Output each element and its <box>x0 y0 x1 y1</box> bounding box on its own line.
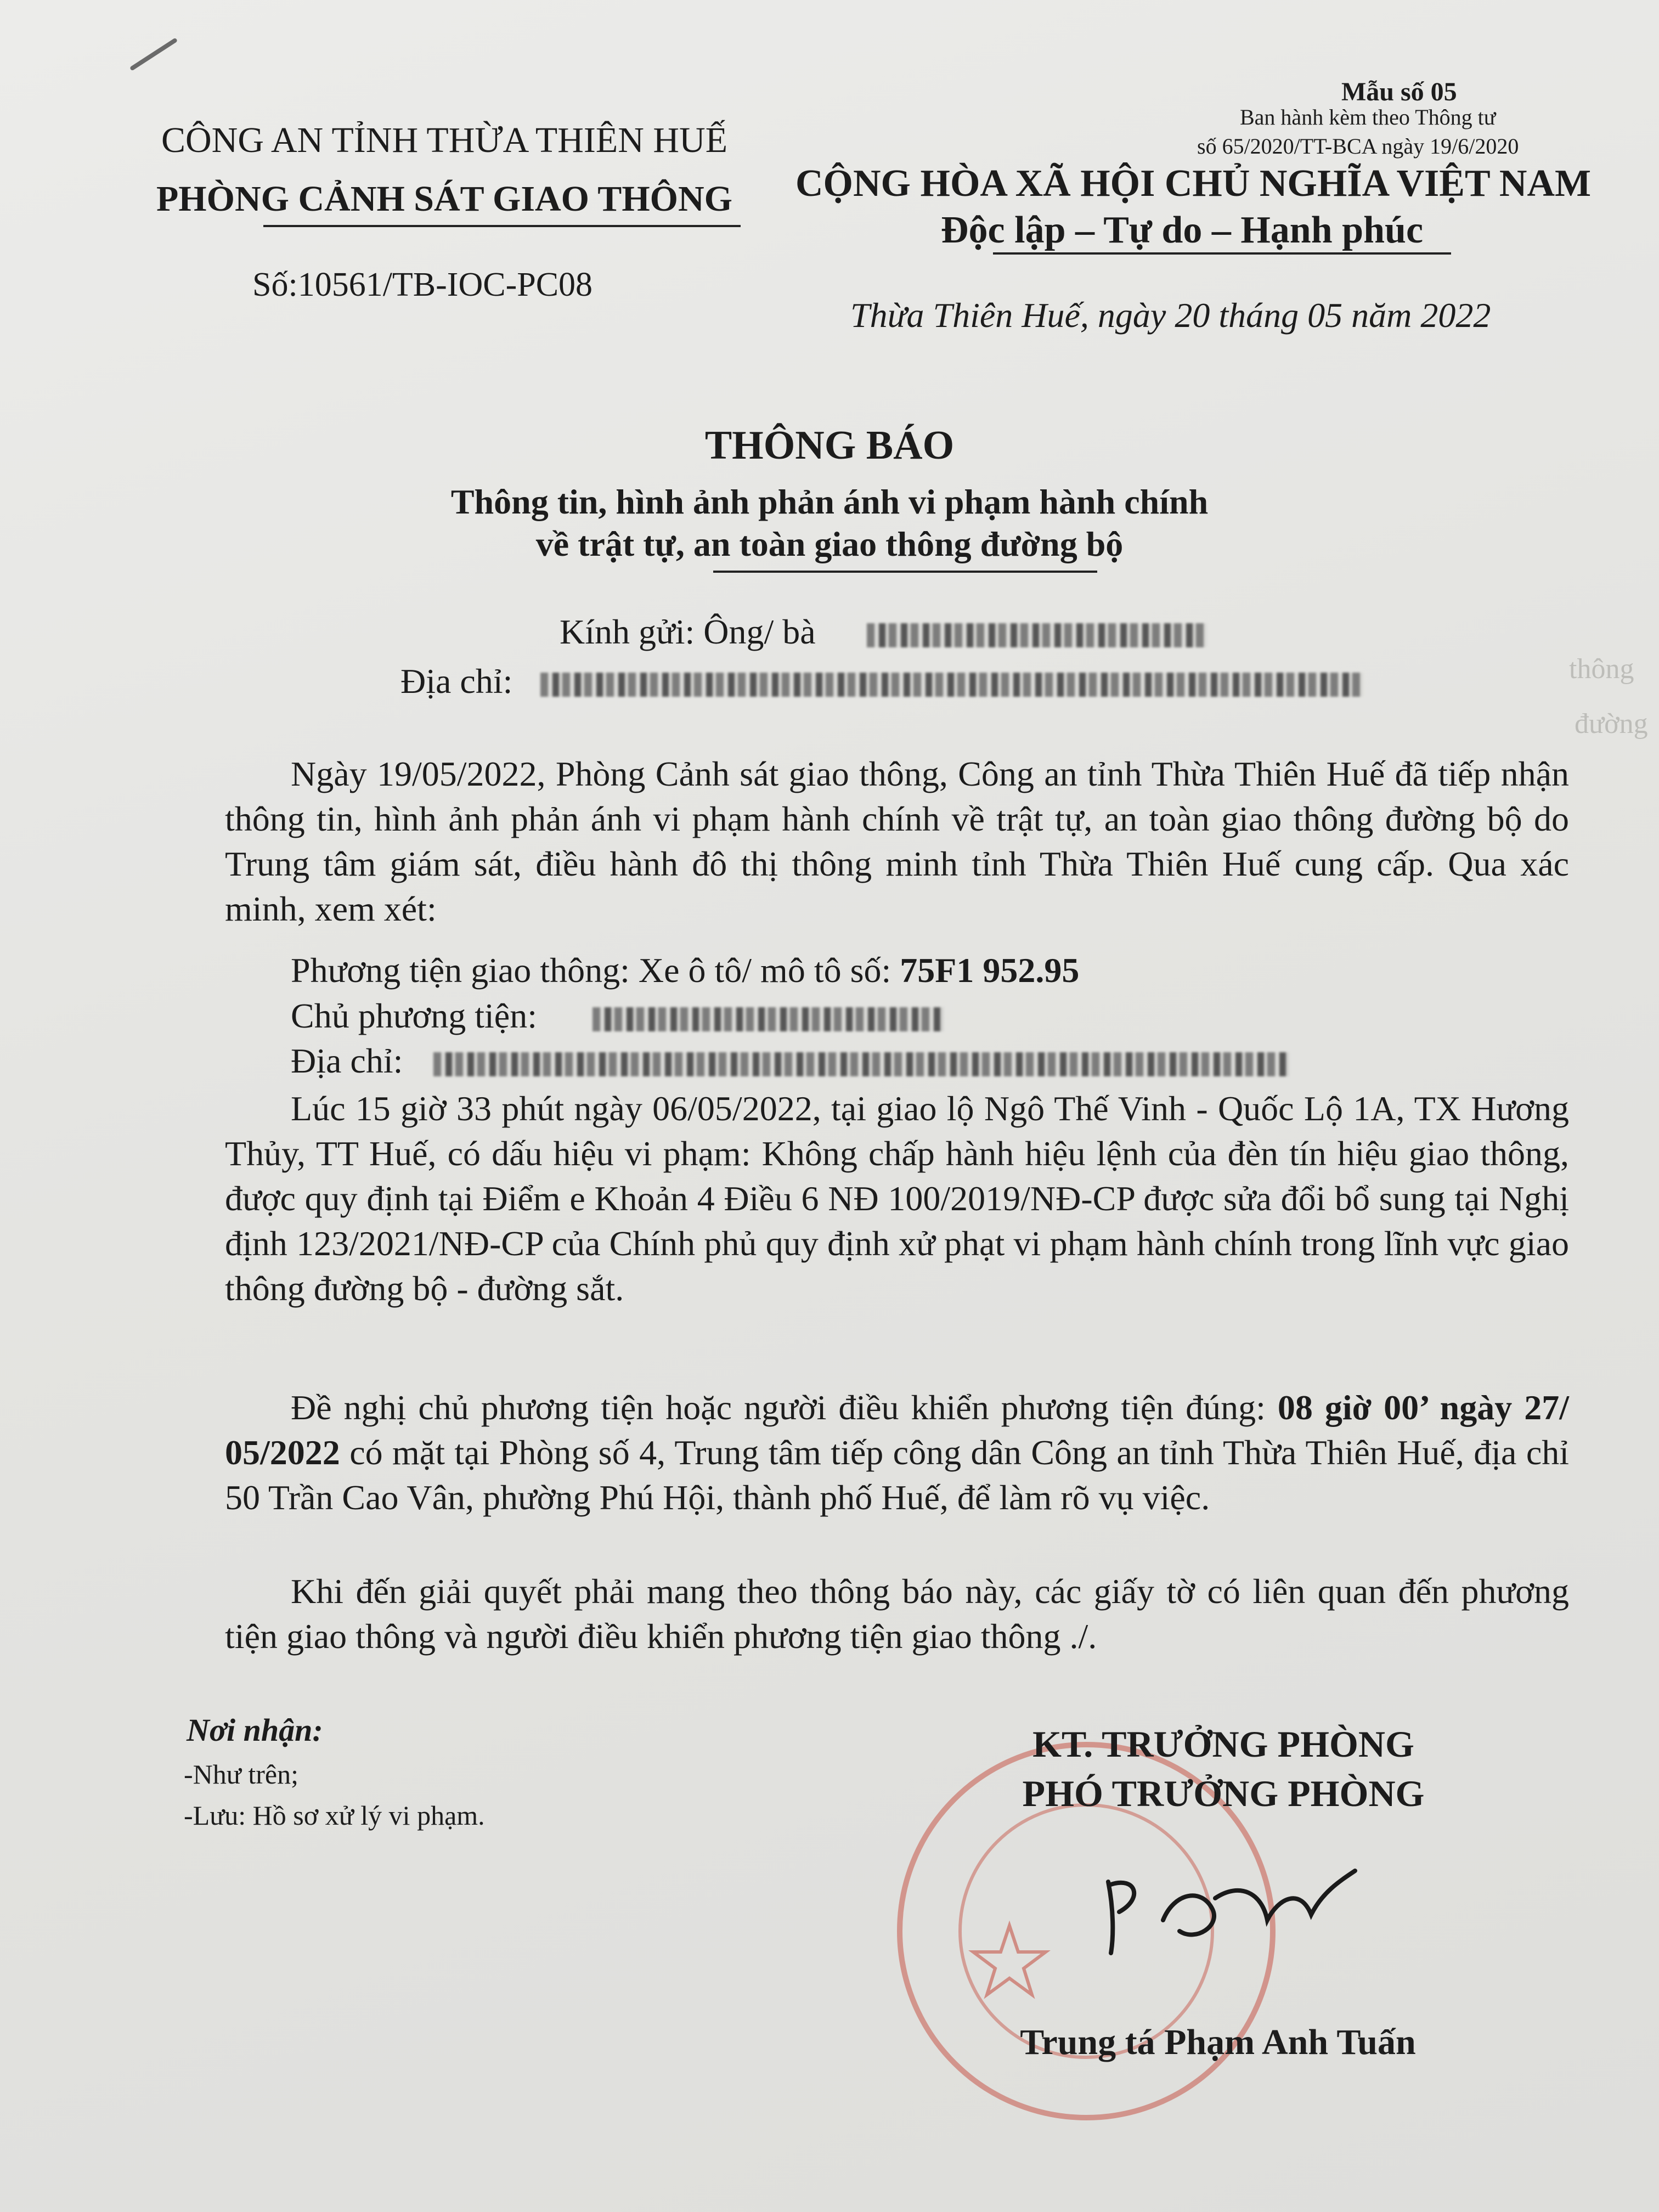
vehicle-line <box>291 950 1079 991</box>
recipient-label: Kính gửi: Ông/ bà <box>560 612 816 651</box>
body-paragraph: Lúc 15 giờ 33 phút ngày 06/05/2022, tại giao lộ Ngô Thế Vinh - Quốc Lộ 1A, TX Hương Thủy, TT Huế, có dấu hiệu vi phạm: Không chấp hành hiệu lệnh của đèn tín hiệu giao thông, được quy định tại Điểm e Khoản 4 Điều 6 NĐ 100/2019/NĐ-CP được sửa đổi bổ sung tại Nghị định 123/2021/NĐ-CP của Chính phủ quy định xử phạt vi phạm hành chính trong lĩnh vực giao thông đường bộ - đường sắt. <box>225 1089 1569 1308</box>
redacted-owner-address <box>433 1052 1289 1076</box>
address-label: Địa chỉ: <box>400 662 513 701</box>
form-issued-note: Ban hành kèm theo Thông tư <box>1240 105 1496 129</box>
form-number: Mẫu số 05 <box>1341 77 1457 106</box>
redacted-recipient-address <box>540 673 1363 697</box>
title-underline <box>713 571 1097 573</box>
bleed-through-text: thông <box>1569 653 1634 685</box>
body-paragraph <box>225 1385 1569 1520</box>
summons-text: Đề nghị chủ phương tiện hoặc người điều khiển phương tiện đúng: <box>291 1388 1266 1427</box>
bleed-through-text: đường <box>1575 708 1648 740</box>
owner-label: Chủ phương tiện: <box>291 996 537 1035</box>
signature-title: PHÓ TRƯỞNG PHÒNG <box>1022 1773 1425 1814</box>
agency-name: CÔNG AN TỈNH THỪA THIÊN HUẾ <box>161 120 728 160</box>
license-plate: 75F1 952.95 <box>900 951 1080 990</box>
document-number: Số:10561/TB-IOC-PC08 <box>252 266 593 303</box>
redacted-recipient-name <box>867 623 1207 647</box>
vehicle-label: Phương tiện giao thông: Xe ô tô/ mô tô số: <box>291 951 891 990</box>
header-underline-left <box>263 225 741 227</box>
redacted-owner-name <box>592 1007 944 1031</box>
pen-mark <box>129 37 178 71</box>
header-underline-right <box>993 252 1451 255</box>
document-title: THÔNG BÁO <box>704 423 955 468</box>
document-subtitle: Thông tin, hình ảnh phản ánh vi phạm hành chính <box>450 482 1209 521</box>
place-and-date: Thừa Thiên Huế, ngày 20 tháng 05 năm 2022 <box>850 296 1491 335</box>
signer-name: Trung tá Phạm Anh Tuấn <box>1020 2022 1416 2062</box>
document-subtitle: về trật tự, an toàn giao thông đường bộ <box>535 524 1124 563</box>
body-paragraph: Khi đến giải quyết phải mang theo thông báo này, các giấy tờ có liên quan đến phương tiện giao thông và người điều khiển phương tiện giao thông ./. <box>225 1572 1569 1656</box>
signature-title: KT. TRƯỞNG PHÒNG <box>1032 1723 1414 1765</box>
summons-text: có mặt tại Phòng số 4, Trung tâm tiếp công dân Công an tỉnh Thừa Thiên Huế, địa chỉ 50 Trần Cao Vân, phường Phú Hội, thành phố Huế, để làm rõ vụ việc. <box>225 1433 1570 1517</box>
country-name: CỘNG HÒA XÃ HỘI CHỦ NGHĨA VIỆT NAM <box>795 162 1592 205</box>
national-motto: Độc lập – Tự do – Hạnh phúc <box>941 209 1424 251</box>
form-issued-note: số 65/2020/TT-BCA ngày 19/6/2020 <box>1197 134 1519 159</box>
department-name: PHÒNG CẢNH SÁT GIAO THÔNG <box>156 179 733 219</box>
recipients-heading: Nơi nhận: <box>187 1712 323 1748</box>
summons-time: 08 giờ 00’ ngày 27/ 05/2022 <box>225 1388 1569 1472</box>
body-paragraph: Ngày 19/05/2022, Phòng Cảnh sát giao thông, Công an tỉnh Thừa Thiên Huế đã tiếp nhận thông tin, hình ảnh phản ánh vi phạm hành chính về trật tự, an toàn giao thông đường bộ do Trung tâm giám sát, điều hành đô thị thông minh tỉnh Thừa Thiên Huế cung cấp. Qua xác minh, xem xét: <box>225 754 1569 928</box>
recipient-item: -Lưu: Hồ sơ xử lý vi phạm. <box>184 1800 485 1831</box>
handwritten-signature <box>1097 1860 1383 1970</box>
owner-address-label: Địa chỉ: <box>291 1041 403 1080</box>
recipient-item: -Như trên; <box>184 1759 298 1790</box>
